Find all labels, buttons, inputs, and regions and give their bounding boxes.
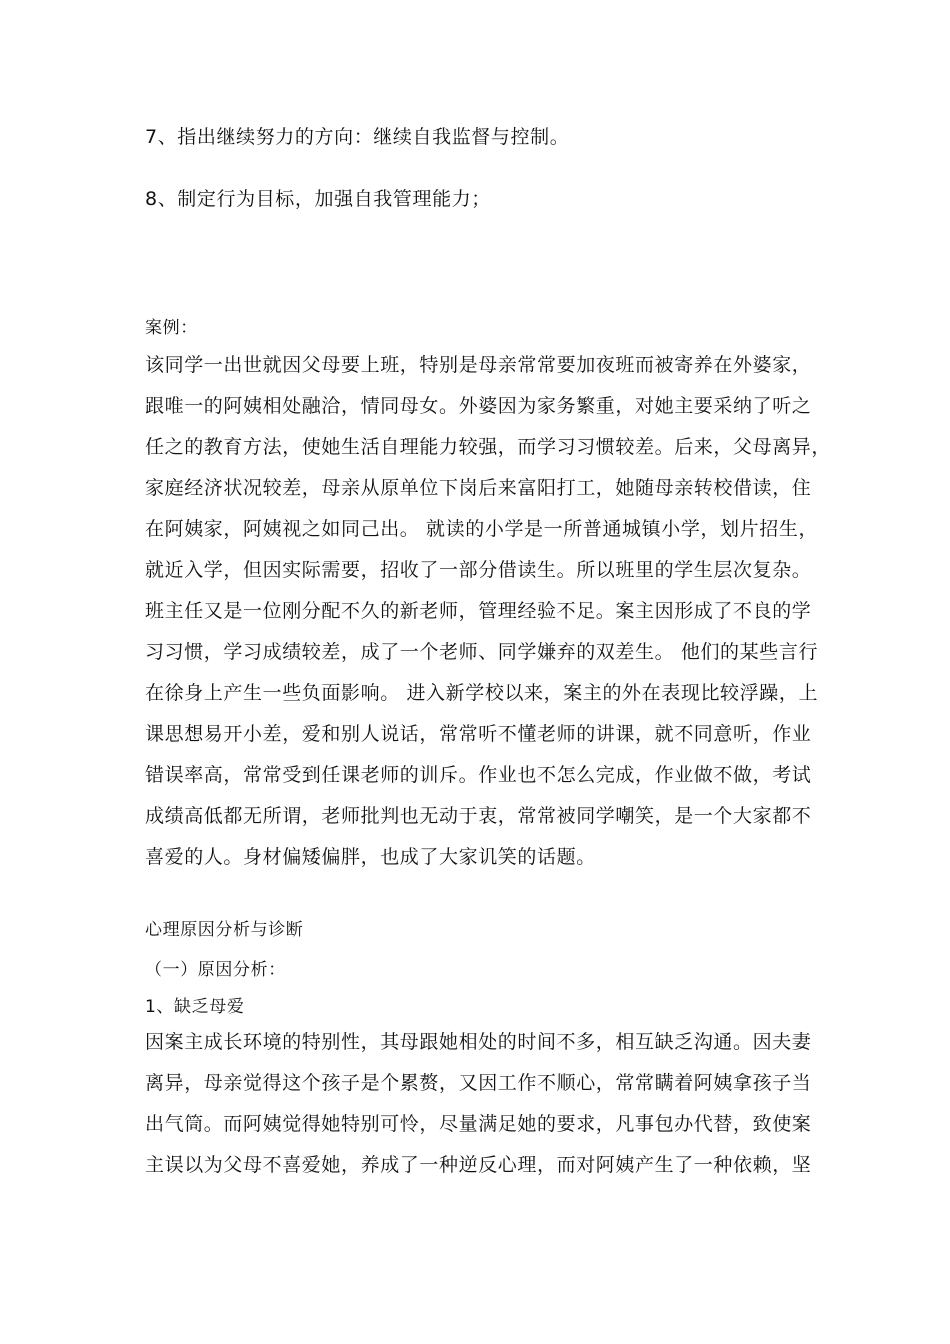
- cause-text-line: 离异，母亲觉得这个孩子是个累赘，又因工作不顺心，常常瞒着阿姨拿孩子当: [145, 1072, 812, 1094]
- case-text-line: 班主任又是一位刚分配不久的新老师，管理经验不足。案主因形成了不良的学: [145, 600, 812, 622]
- list-item: 8、制定行为目标，加强自我管理能力；: [145, 188, 491, 210]
- case-label: 案例：: [145, 318, 198, 338]
- case-text-line: 在阿姨家，阿姨视之如同己出。 就读的小学是一所普通城镇小学，划片招生，: [145, 518, 819, 540]
- case-text-line: 任之的教育方法，使她生活自理能力较强，而学习习惯较差。后来，父母离异，: [145, 436, 832, 458]
- case-text-line: 就近入学，但因实际需要，招收了一部分借读生。所以班里的学生层次复杂。: [145, 559, 812, 581]
- case-text-line: 在徐身上产生一些负面影响。 进入新学校以来，案主的外在表现比较浮躁，上: [145, 682, 819, 704]
- cause-title: 1、缺乏母爱: [145, 997, 245, 1017]
- cause-text-line: 出气筒。而阿姨觉得她特别可怜，尽量满足她的要求，凡事包办代替，致使案: [145, 1113, 812, 1135]
- case-text-line: 跟唯一的阿姨相处融洽，情同母女。外婆因为家务繁重，对她主要采纳了听之: [145, 395, 812, 417]
- subsection-heading: （一）原因分析：: [145, 960, 286, 980]
- case-text-line: 该同学一出世就因父母要上班，特别是母亲常常要加夜班而被寄养在外婆家，: [145, 354, 812, 376]
- case-text-line: 成绩高低都无所谓，老师批判也无动于衷，常常被同学嘲笑，是一个大家都不: [145, 805, 812, 827]
- cause-text-line: 主误以为父母不喜爱她，养成了一种逆反心理，而对阿姨产生了一种依赖，坚: [145, 1154, 812, 1176]
- case-text-line: 课思想易开小差，爱和别人说话，常常听不懂老师的讲课，就不同意听，作业: [145, 723, 812, 745]
- case-text-line: 错误率高，常常受到任课老师的训斥。作业也不怎么完成，作业做不做，考试: [145, 764, 812, 786]
- section-heading: 心理原因分析与诊断: [145, 920, 304, 940]
- case-text-line: 习习惯，学习成绩较差，成了一个老师、同学嫌弃的双差生。 他们的某些言行: [145, 641, 819, 663]
- cause-text-line: 因案主成长环境的特别性，其母跟她相处的时间不多，相互缺乏沟通。因夫妻: [145, 1031, 812, 1053]
- case-text-line: 家庭经济状况较差，母亲从原单位下岗后来富阳打工，她随母亲转校借读，住: [145, 477, 812, 499]
- case-text-line: 喜爱的人。身材偏矮偏胖，也成了大家讥笑的话题。: [145, 846, 596, 868]
- list-item: 7、指出继续努力的方向：继续自我监督与控制。: [145, 126, 570, 148]
